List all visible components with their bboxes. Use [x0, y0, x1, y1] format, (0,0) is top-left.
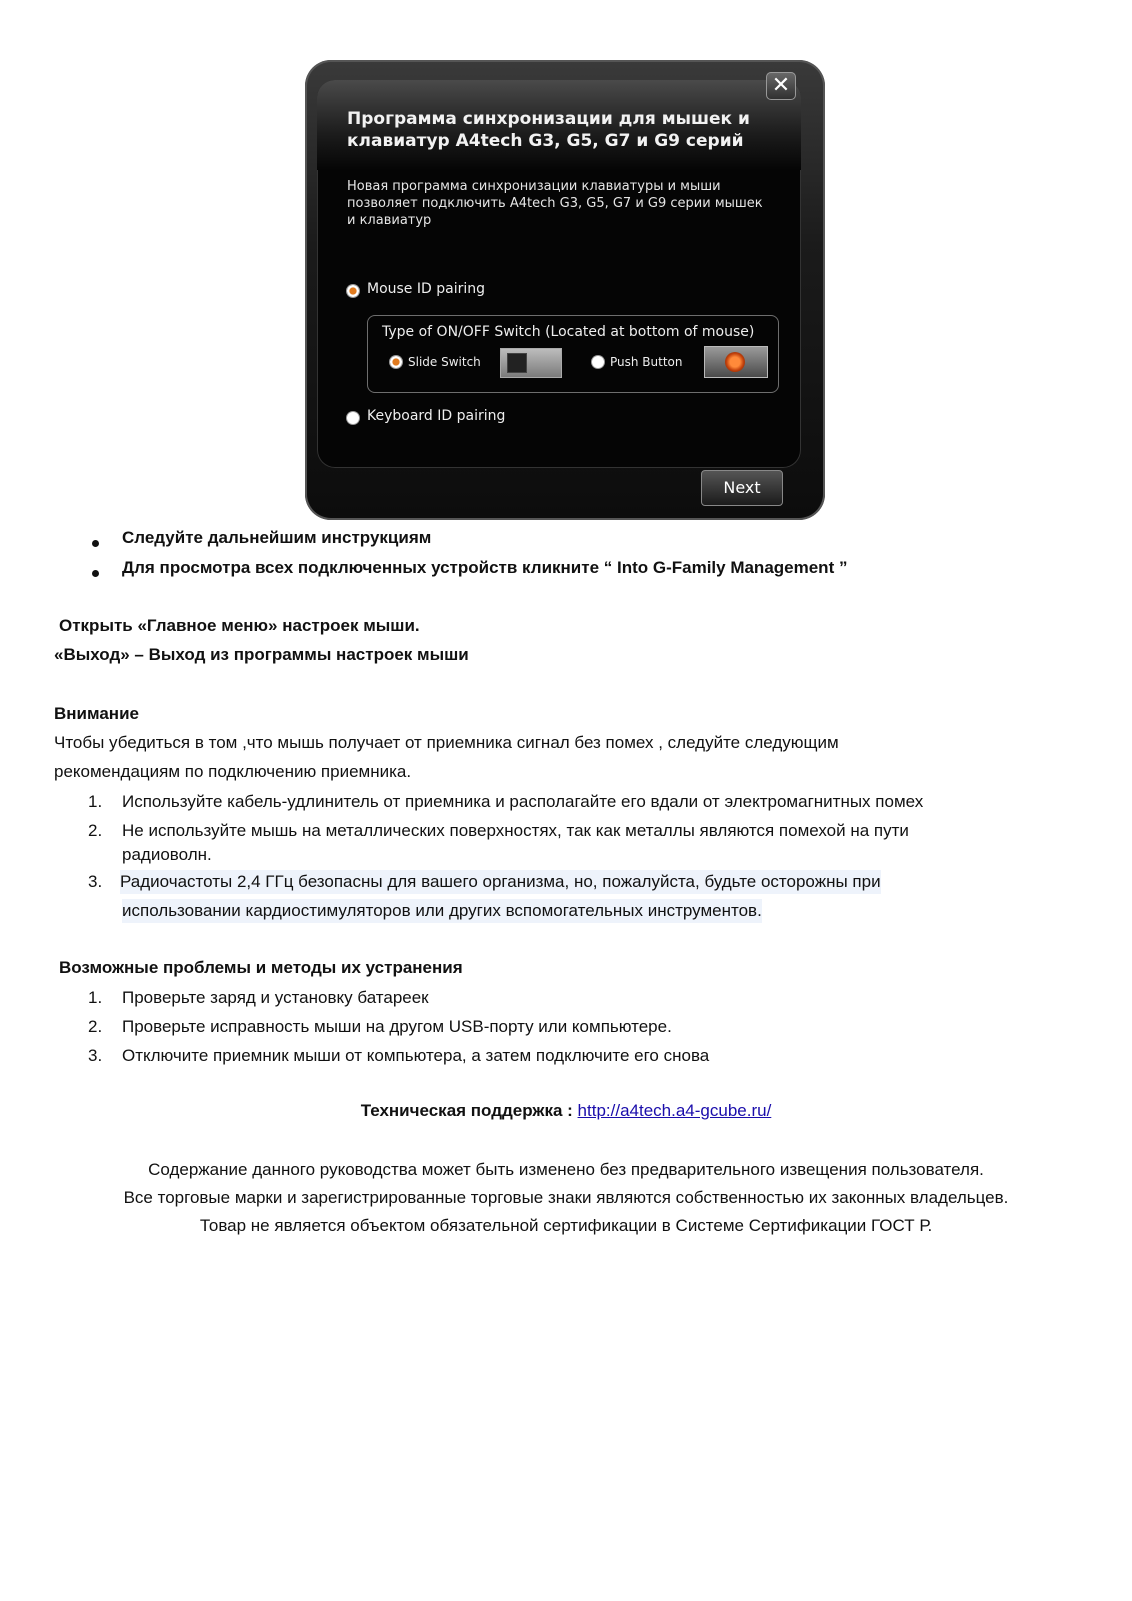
list-item: Проверьте исправность мыши на другом USB-порту или компьютере. [122, 1017, 672, 1036]
push-button-radio[interactable] [592, 356, 604, 368]
pairing-dialog-screenshot [305, 60, 825, 520]
close-button[interactable]: ✕ [766, 72, 796, 100]
attention-heading: Внимание [54, 704, 139, 723]
mouse-pairing-label: Mouse ID pairing [367, 281, 485, 297]
dialog-title: Программа синхронизации для мышек и клавиатур A4tech G3, G5, G7 и G9 серий [347, 109, 750, 151]
keyboard-pairing-label: Keyboard ID pairing [367, 408, 506, 424]
switch-group-title: Type of ON/OFF Switch (Located at bottom of mouse) [382, 324, 755, 340]
list-number: 1. [88, 792, 103, 811]
bullet-item: Следуйте дальнейшим инструкциям [122, 528, 432, 547]
troubleshooting-heading: Возможные проблемы и методы их устранения [59, 958, 463, 977]
push-button-label: Push Button [610, 355, 683, 369]
bullet-dot [92, 570, 99, 577]
list-item: Отключите приемник мыши от компьютера, а затем подключите его снова [122, 1046, 710, 1065]
list-item: радиоволн. [122, 845, 212, 864]
power-icon [725, 352, 745, 372]
list-number: 2. [88, 1017, 103, 1036]
list-number: 2. [88, 821, 103, 840]
dialog-panel [317, 80, 801, 468]
dialog-description: Новая программа синхронизации клавиатуры и мыши позволяет подключить A4tech G3, G5, G7 и G9 серии мышек и клавиатур [347, 179, 763, 228]
bullet-dot [92, 540, 99, 547]
support-label: Техническая поддержка : [360, 1101, 578, 1120]
menu-line: Открыть «Главное меню» настроек мыши. [59, 616, 420, 635]
keyboard-pairing-radio[interactable] [347, 412, 359, 424]
footer-line: Содержание данного руководства может быть изменено без предварительного извещения пользователя. [148, 1160, 984, 1179]
attention-intro: Чтобы убедиться в том ,что мышь получает от приемника сигнал без помех , следуйте следующим [54, 733, 839, 752]
list-item: Используйте кабель-удлинитель от приемника и располагайте его вдали от электромагнитных помех [122, 792, 924, 811]
slide-switch-radio[interactable] [390, 356, 402, 368]
bullet-item: Для просмотра всех подключенных устройств кликните “ Into G-Family Management ” [122, 558, 848, 577]
next-button[interactable]: Next [701, 470, 783, 506]
push-button-image [704, 346, 768, 378]
list-number: 3. [88, 872, 103, 891]
footer-line: Товар не является объектом обязательной сертификации в Системе Сертификации ГОСТ Р. [199, 1216, 933, 1235]
switch-type-group [367, 315, 779, 393]
footer-line: Все торговые марки и зарегистрированные торговые знаки являются собственностью их законных владельцев. [123, 1188, 1009, 1207]
list-number: 3. [88, 1046, 103, 1065]
support-link[interactable]: http://a4tech.a4-gcube.ru/ [577, 1101, 772, 1120]
list-item: Проверьте заряд и установку батареек [122, 988, 429, 1007]
list-number: 1. [88, 988, 103, 1007]
menu-line: «Выход» – Выход из программы настроек мыши [54, 645, 469, 664]
attention-intro: рекомендациям по подключению приемника. [54, 762, 412, 781]
slide-switch-image [500, 348, 562, 378]
list-item-highlighted: Радиочастоты 2,4 ГГц безопасны для вашего организма, но, пожалуйста, будьте осторожны при [120, 870, 881, 894]
list-item-highlighted: использовании кардиостимуляторов или других вспомогательных инструментов. [122, 899, 762, 923]
slide-switch-label: Slide Switch [408, 355, 481, 369]
support-line [0, 1101, 1132, 1121]
list-item: Не используйте мышь на металлических поверхностях, так как металлы являются помехой на пути [122, 821, 909, 840]
mouse-pairing-radio[interactable] [347, 285, 359, 297]
